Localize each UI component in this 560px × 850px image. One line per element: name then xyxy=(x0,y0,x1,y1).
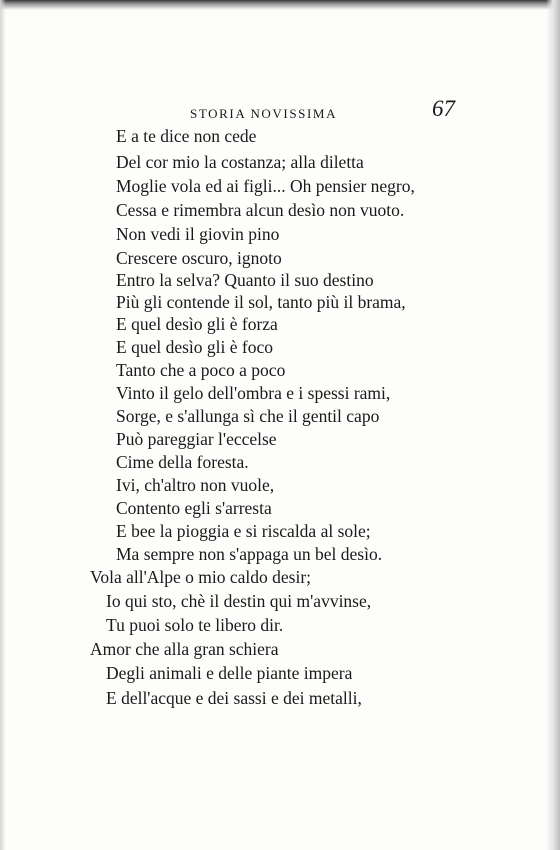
poem-line: E quel desìo gli è forza xyxy=(116,314,278,334)
poem-line: Vola all'Alpe o mio caldo desir; xyxy=(90,567,312,587)
page-gutter-shadow xyxy=(0,0,6,850)
poem-line: E a te dice non cede xyxy=(116,126,257,146)
poem-line: Crescere oscuro, ignoto xyxy=(116,248,282,268)
poem-line: Moglie vola ed ai figli... Oh pensier negro, xyxy=(116,176,415,196)
poem-line: Non vedi il giovin pino xyxy=(116,224,280,244)
poem-line: Entro la selva? Quanto il suo destino xyxy=(116,270,374,290)
poem-line: Tanto che a poco a poco xyxy=(116,360,286,380)
poem-line: Ivi, ch'altro non vuole, xyxy=(116,475,275,495)
poem-line: Tu puoi solo te libero dir. xyxy=(106,615,284,635)
poem-line: E quel desìo gli è foco xyxy=(116,337,273,357)
running-head: STORIA NOVISSIMA xyxy=(190,106,338,121)
poem-line: Del cor mio la costanza; alla diletta xyxy=(116,152,364,172)
poem-line: E dell'acque e dei sassi e dei metalli, xyxy=(106,688,362,708)
poem-line: Sorge, e s'allunga sì che il gentil capo xyxy=(116,406,380,426)
poem-line: E bee la pioggia e si riscalda al sole; xyxy=(116,521,371,541)
poem-line: Degli animali e delle piante impera xyxy=(106,663,353,683)
poem-line: Ma sempre non s'appaga un bel desìo. xyxy=(116,544,383,564)
poem-line: Amor che alla gran schiera xyxy=(90,639,279,659)
poem-line: Io qui sto, chè il destin qui m'avvinse, xyxy=(106,591,372,611)
page-edge-shadow xyxy=(546,0,560,850)
poem-line: Può pareggiar l'eccelse xyxy=(116,429,277,449)
poem-line: Più gli contende il sol, tanto più il brama, xyxy=(116,292,406,312)
poem-line: Contento egli s'arresta xyxy=(116,498,272,518)
page-top-shadow xyxy=(0,0,560,10)
poem-line: Vinto il gelo dell'ombra e i spessi rami, xyxy=(116,383,391,403)
page-number: 67 xyxy=(432,96,455,121)
poem-line: Cime della foresta. xyxy=(116,452,249,472)
poem-line: Cessa e rimembra alcun desìo non vuoto. xyxy=(116,200,405,220)
